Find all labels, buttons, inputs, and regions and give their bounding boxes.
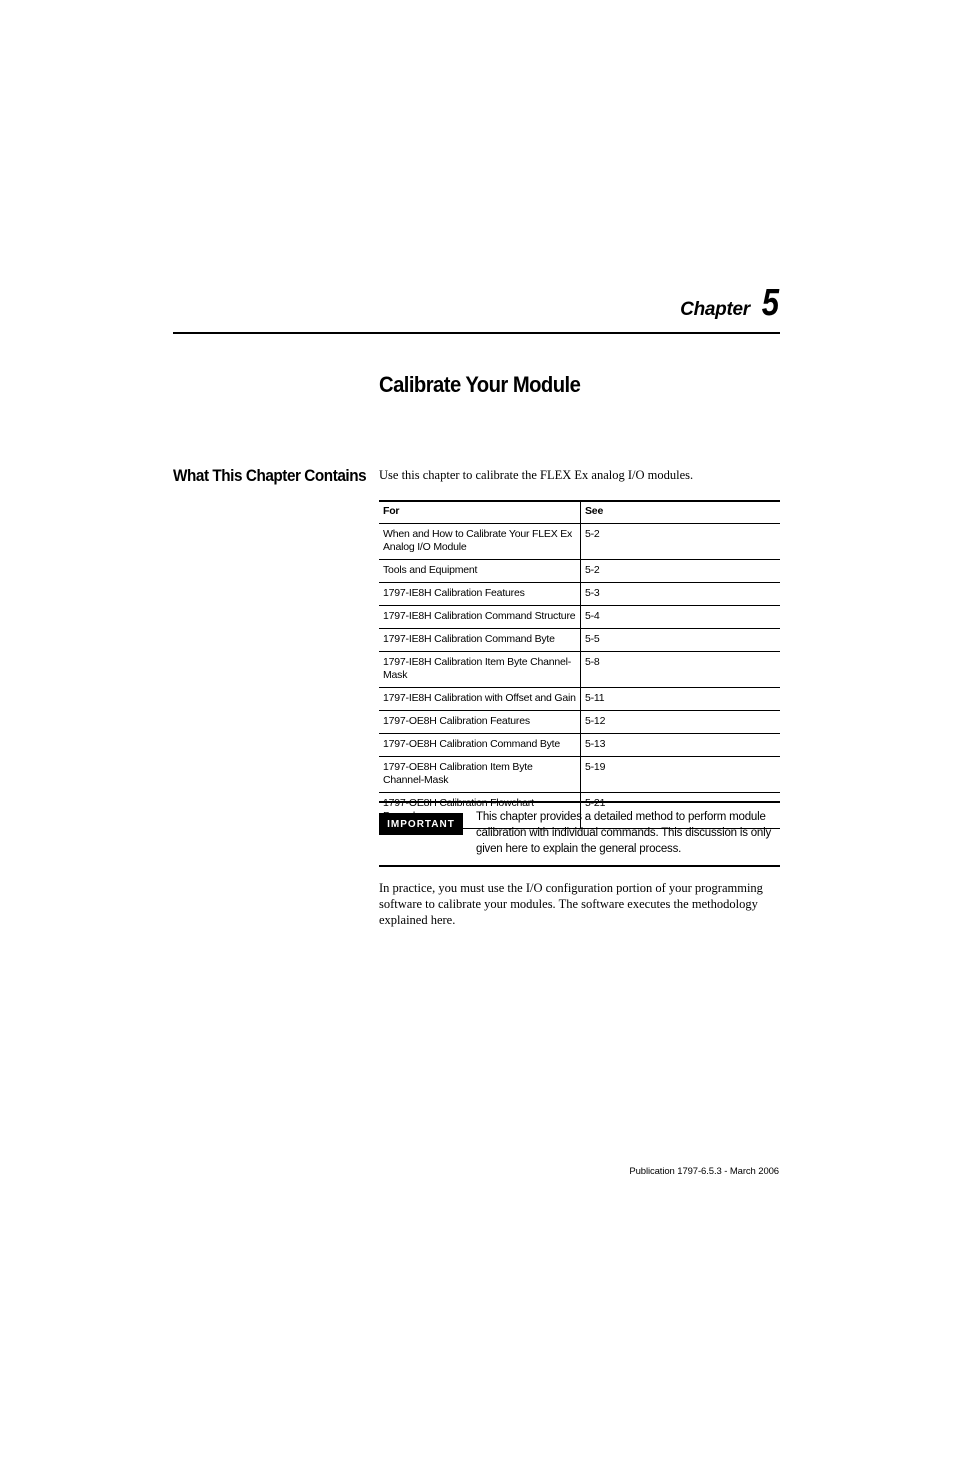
column-header-for: For	[379, 501, 581, 524]
table-cell-topic: 1797-OE8H Calibration Command Byte	[379, 734, 581, 757]
section-intro: Use this chapter to calibrate the FLEX Ex analog I/O modules.	[379, 468, 694, 482]
table-cell-topic: When and How to Calibrate Your FLEX Ex Analog I/O Module	[379, 524, 581, 560]
table-cell-page: 5-2	[581, 560, 781, 583]
table-cell-page: 5-11	[581, 688, 781, 711]
table-cell-topic: 1797-IE8H Calibration Item Byte Channel-Mask	[379, 652, 581, 688]
table-cell-topic: 1797-IE8H Calibration Command Byte	[379, 629, 581, 652]
table-header-row	[379, 501, 780, 524]
chapter-heading	[680, 284, 779, 322]
body-paragraph: In practice, you must use the I/O configuration portion of your programming software to calibrate your modules. The software executes the methodology explained here.	[379, 881, 763, 927]
table-row	[379, 583, 780, 606]
table-row	[379, 606, 780, 629]
table-cell-page: 5-2	[581, 524, 781, 560]
important-notice	[379, 801, 780, 867]
table-row	[379, 688, 780, 711]
table-cell-topic: 1797-IE8H Calibration Command Structure	[379, 606, 581, 629]
table-row	[379, 652, 780, 688]
table-row	[379, 560, 780, 583]
table-cell-page: 5-4	[581, 606, 781, 629]
publication-footer: Publication 1797-6.5.3 - March 2006	[629, 1166, 779, 1177]
section-heading: What This Chapter Contains	[173, 466, 367, 485]
table-cell-topic: 1797-OE8H Calibration Item Byte Channel-Mask	[379, 757, 581, 793]
table-cell-page: 5-12	[581, 711, 781, 734]
chapter-label: Chapter	[680, 299, 750, 320]
table-cell-topic: 1797-OE8H Calibration Features	[379, 711, 581, 734]
table-cell-page: 5-21	[581, 793, 781, 829]
chapter-number: 5	[761, 282, 779, 324]
table-cell-topic: 1797-IE8H Calibration with Offset and Gain	[379, 688, 581, 711]
table-row	[379, 629, 780, 652]
table-cell-page: 5-5	[581, 629, 781, 652]
page-title: Calibrate Your Module	[379, 372, 581, 397]
table-row	[379, 734, 780, 757]
important-badge: IMPORTANT	[379, 813, 463, 835]
chapter-contents-table	[379, 500, 780, 829]
chapter-divider	[173, 332, 780, 334]
column-header-see: See	[581, 501, 781, 524]
table-row	[379, 711, 780, 734]
table-row	[379, 757, 780, 793]
table-cell-topic: 1797-OE8H Calibration Flowchart	[379, 793, 581, 829]
table-cell-topic: 1797-IE8H Calibration Features	[379, 583, 581, 606]
table-cell-page: 5-13	[581, 734, 781, 757]
table-cell-page: 5-19	[581, 757, 781, 793]
table-row	[379, 524, 780, 560]
table-cell-page: 5-3	[581, 583, 781, 606]
table-cell-page: 5-8	[581, 652, 781, 688]
table-cell-topic: Tools and Equipment	[379, 560, 581, 583]
important-text: This chapter provides a detailed method to perform module calibration with individual commands. This discussion is only given here to explain the general process.	[476, 811, 772, 855]
